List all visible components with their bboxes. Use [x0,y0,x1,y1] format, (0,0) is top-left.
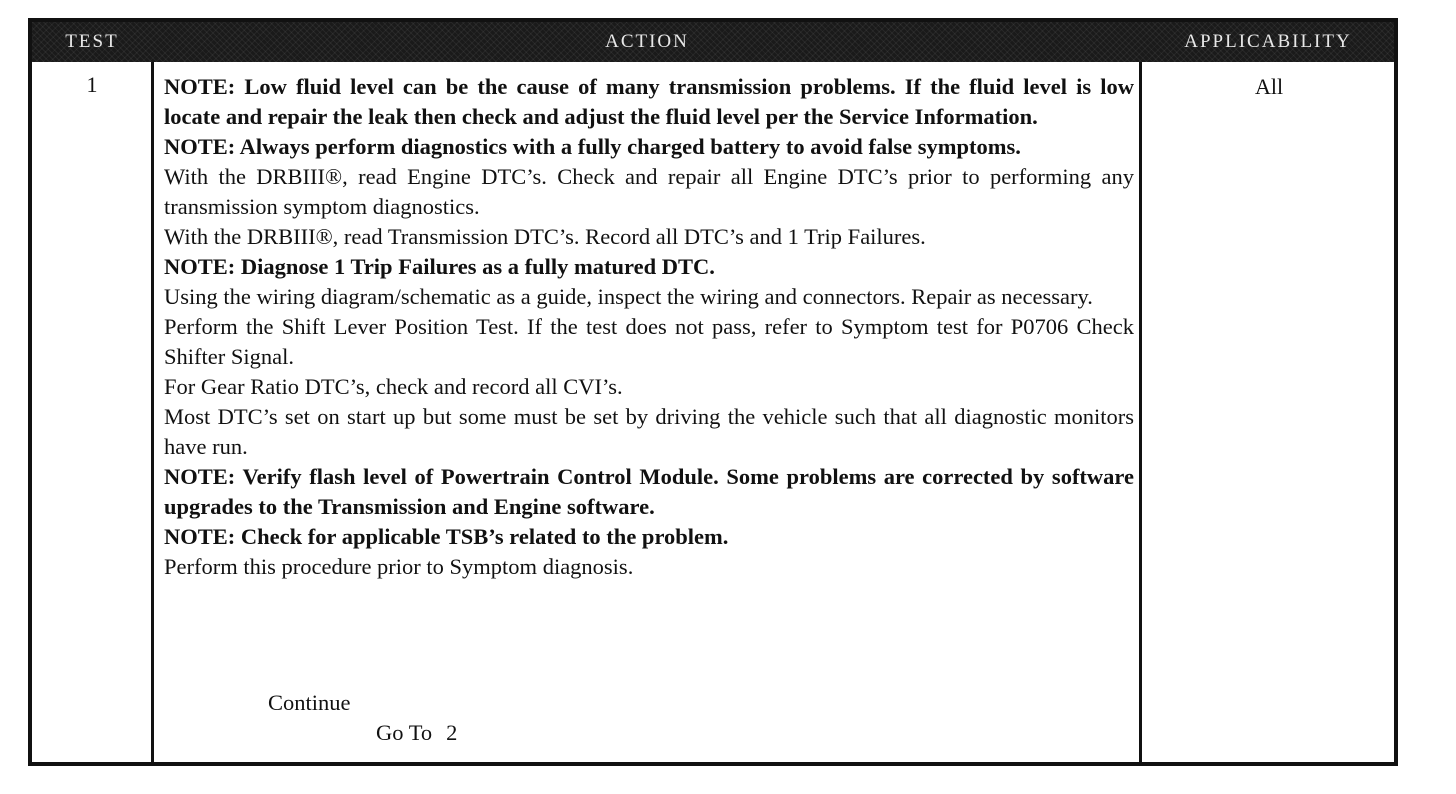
action-paragraph: With the DRBIII®, read Engine DTC’s. Check and repair all Engine DTC’s prior to performing any transmission symptom diagnostics. [164,164,1134,219]
table-header [32,22,1394,62]
action-cell [164,72,1134,582]
action-paragraph: Using the wiring diagram/schematic as a guide, inspect the wiring and connectors. Repair as necessary. [164,284,1093,309]
goto-label: Go To [376,720,433,745]
action-paragraph: Most DTC’s set on start up but some must be set by driving the vehicle such that all diagnostic monitors have run. [164,404,1134,459]
goto-instruction [376,720,457,746]
action-paragraph: NOTE: Verify flash level of Powertrain Control Module. Some problems are corrected by software upgrades to the Transmission and Engine software. [164,464,1134,519]
column-divider [1139,62,1142,762]
test-number: 1 [86,72,98,97]
table-row [32,62,1394,762]
action-paragraph: Perform this procedure prior to Symptom diagnosis. [164,554,634,579]
continue-label: Continue [268,690,351,715]
action-paragraph: NOTE: Diagnose 1 Trip Failures as a fully matured DTC. [164,254,715,279]
header-test: TEST [65,31,119,52]
action-paragraph: NOTE: Low fluid level can be the cause of many transmission problems. If the fluid level is low locate and repair the leak then check and adjust the fluid level per the Service Information. [164,74,1134,129]
action-paragraph: NOTE: Check for applicable TSB’s related to the problem. [164,524,729,549]
action-paragraph: Perform the Shift Lever Position Test. If the test does not pass, refer to Symptom test for P0706 Check Shifter Signal. [164,314,1134,369]
action-paragraph: NOTE: Always perform diagnostics with a fully charged battery to avoid false symptoms. [164,134,1021,159]
header-applicability: APPLICABILITY [1184,31,1352,52]
action-paragraph: With the DRBIII®, read Transmission DTC’s. Record all DTC’s and 1 Trip Failures. [164,224,926,249]
action-paragraph: For Gear Ratio DTC’s, check and record all CVI’s. [164,374,623,399]
header-action: ACTION [605,31,689,52]
goto-target: 2 [446,720,458,745]
diagnostic-table [28,18,1398,766]
applicability-value: All [1254,74,1284,99]
column-divider [151,62,154,762]
